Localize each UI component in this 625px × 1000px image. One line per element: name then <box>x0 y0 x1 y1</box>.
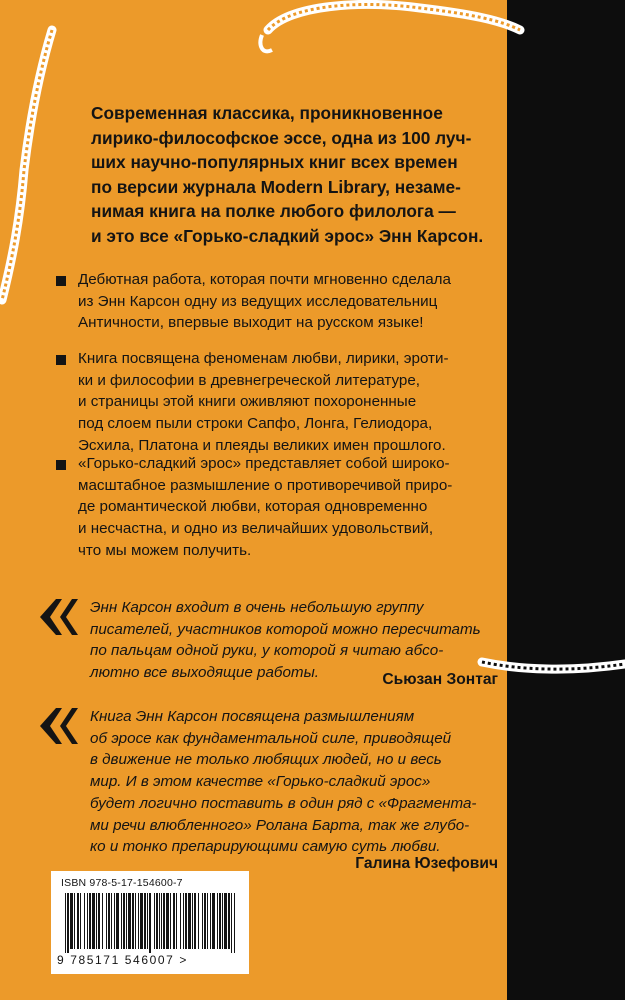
intro-paragraph <box>91 101 491 249</box>
barcode-bar <box>70 893 73 949</box>
barcode-bar <box>185 893 187 949</box>
quote-line: Энн Карсон входит в очень небольшую группу <box>90 599 424 616</box>
barcode-bar <box>138 893 139 949</box>
barcode <box>65 893 237 953</box>
barcode-bar <box>176 893 177 949</box>
barcode-bar <box>140 893 143 949</box>
barcode-bar <box>224 893 227 949</box>
quote-line: будет логично поставить в один ряд с «Фрагмента- <box>90 794 477 812</box>
bullet-line: Дебютная работа, которая почти мгновенно сделала <box>78 271 451 288</box>
quote-line: мир. И в этом качестве «Горько-сладкий эрос» <box>90 773 431 791</box>
bullet-line: из Энн Карсон одну из ведущих исследовательниц <box>78 292 438 310</box>
intro-line: и это все «Горько-сладкий эрос» Энн Карсон. <box>91 225 484 246</box>
bullet-line: что мы можем получить. <box>78 541 252 559</box>
barcode-bar <box>163 893 165 949</box>
barcode-bar <box>212 893 215 949</box>
barcode-bar <box>204 893 206 949</box>
barcode-bar <box>231 893 232 953</box>
barcode-bar <box>198 893 199 949</box>
barcode-bar <box>156 893 158 949</box>
barcode-bar <box>202 893 203 949</box>
bullet-line: Эсхила, Платона и плеяды великих имен прошлого. <box>78 436 446 454</box>
barcode-bar <box>132 893 134 949</box>
barcode-bar <box>219 893 221 949</box>
barcode-bar <box>222 893 223 949</box>
barcode-bar <box>96 893 97 949</box>
barcode-bar <box>166 893 169 949</box>
barcode-bar <box>108 893 110 949</box>
bullet-item <box>56 453 452 562</box>
barcode-bar <box>161 893 162 949</box>
quote-line: об эросе как фундаментальной силе, приводящей <box>90 729 452 747</box>
bullet-line: и несчастна, и одно из величайших удовольствий, <box>78 520 434 538</box>
barcode-bar <box>80 893 81 949</box>
bullet-line: и страницы этой книги оживляют похороненные <box>78 393 417 411</box>
barcode-bar <box>135 893 136 949</box>
barcode-bar <box>98 893 100 949</box>
barcode-bar <box>144 893 146 949</box>
quote-line: лютно все выходящие работы. <box>90 664 319 682</box>
barcode-bar <box>111 893 112 949</box>
barcode-bar <box>180 893 181 949</box>
quote-line: Книга Энн Карсон посвящена размышлениям <box>90 708 415 725</box>
intro-line: по версии журнала Modern Library, незаме- <box>91 176 461 197</box>
barcode-bar <box>121 893 122 949</box>
barcode-bar <box>147 893 148 949</box>
intro-line: лирико-философское эссе, одна из 100 луч- <box>91 127 472 148</box>
barcode-bar <box>183 893 184 949</box>
barcode-bar <box>228 893 230 949</box>
barcode-bar <box>192 893 193 949</box>
quote-line: в движение не только любящих людей, но и весь <box>90 751 442 769</box>
bullet-line: де романтической любви, которая одновременно <box>78 498 428 516</box>
barcode-bar <box>234 893 235 953</box>
barcode-bar <box>74 893 75 949</box>
square-bullet-icon <box>56 355 66 365</box>
barcode-bar <box>102 893 103 949</box>
bullet-item <box>56 348 449 457</box>
intro-line: ших научно-популярных книг всех времен <box>91 152 458 173</box>
barcode-bar <box>188 893 191 949</box>
barcode-bar <box>87 893 88 949</box>
barcode-bar <box>116 893 119 949</box>
barcode-bar <box>106 893 107 949</box>
barcode-bar <box>126 893 127 949</box>
barcode-bar <box>207 893 208 949</box>
barcode-bar <box>123 893 125 949</box>
quote-mark-icon <box>38 597 80 637</box>
barcode-bar <box>154 893 155 949</box>
barcode-bar <box>149 893 151 953</box>
isbn-barcode-panel <box>51 871 249 974</box>
quote-author: Галина Юзефович <box>355 855 498 872</box>
square-bullet-icon <box>56 460 66 470</box>
bullet-line: под слоем пыли строки Сапфо, Лонга, Гелиодора, <box>78 415 433 433</box>
barcode-bar <box>67 893 69 953</box>
spine <box>507 0 625 1000</box>
barcode-bar <box>217 893 218 949</box>
bullet-line: Античности, впервые выходит на русском языке! <box>78 314 424 332</box>
barcode-bar <box>173 893 175 949</box>
barcode-bar <box>89 893 91 949</box>
barcode-bar <box>210 893 211 949</box>
square-bullet-icon <box>56 276 66 286</box>
quote-line: ко и тонко препарирующими самую суть любви. <box>90 838 441 856</box>
quote-line: ми речи влюбленного» Ролана Барта, так же глубо- <box>90 816 470 834</box>
quote-mark-icon <box>38 706 80 746</box>
quote-text <box>90 706 510 858</box>
barcode-bar <box>170 893 171 949</box>
barcode-bar <box>77 893 79 949</box>
quote-author: Сьюзан Зонтаг <box>382 671 498 688</box>
barcode-bar <box>128 893 131 949</box>
barcode-bar <box>114 893 115 949</box>
barcode-bar <box>159 893 160 949</box>
bullet-line: масштабное размышление о противоречивой приро- <box>78 476 453 494</box>
barcode-bar <box>84 893 85 949</box>
bullet-item <box>56 269 451 334</box>
quote-line: писателей, участников которой можно пересчитать <box>90 620 481 638</box>
bullet-line: ки и философии в древнегреческой литературе, <box>78 371 420 389</box>
bullet-line: «Горько-сладкий эрос» представляет собой широко- <box>78 455 450 472</box>
quote-line: по пальцам одной руки, у которой я читаю абсо- <box>90 642 444 660</box>
intro-line: нимая книга на полке любого филолога — <box>91 201 456 222</box>
intro-line: Современная классика, проникновенное <box>91 103 443 123</box>
bullet-line: Книга посвящена феноменам любви, лирики, эроти- <box>78 350 449 367</box>
barcode-bar <box>92 893 95 949</box>
isbn-digits: 9 785171 546007 > <box>57 953 188 967</box>
barcode-bar <box>65 893 66 953</box>
isbn-label: ISBN 978-5-17-154600-7 <box>61 877 183 889</box>
barcode-bar <box>194 893 196 949</box>
